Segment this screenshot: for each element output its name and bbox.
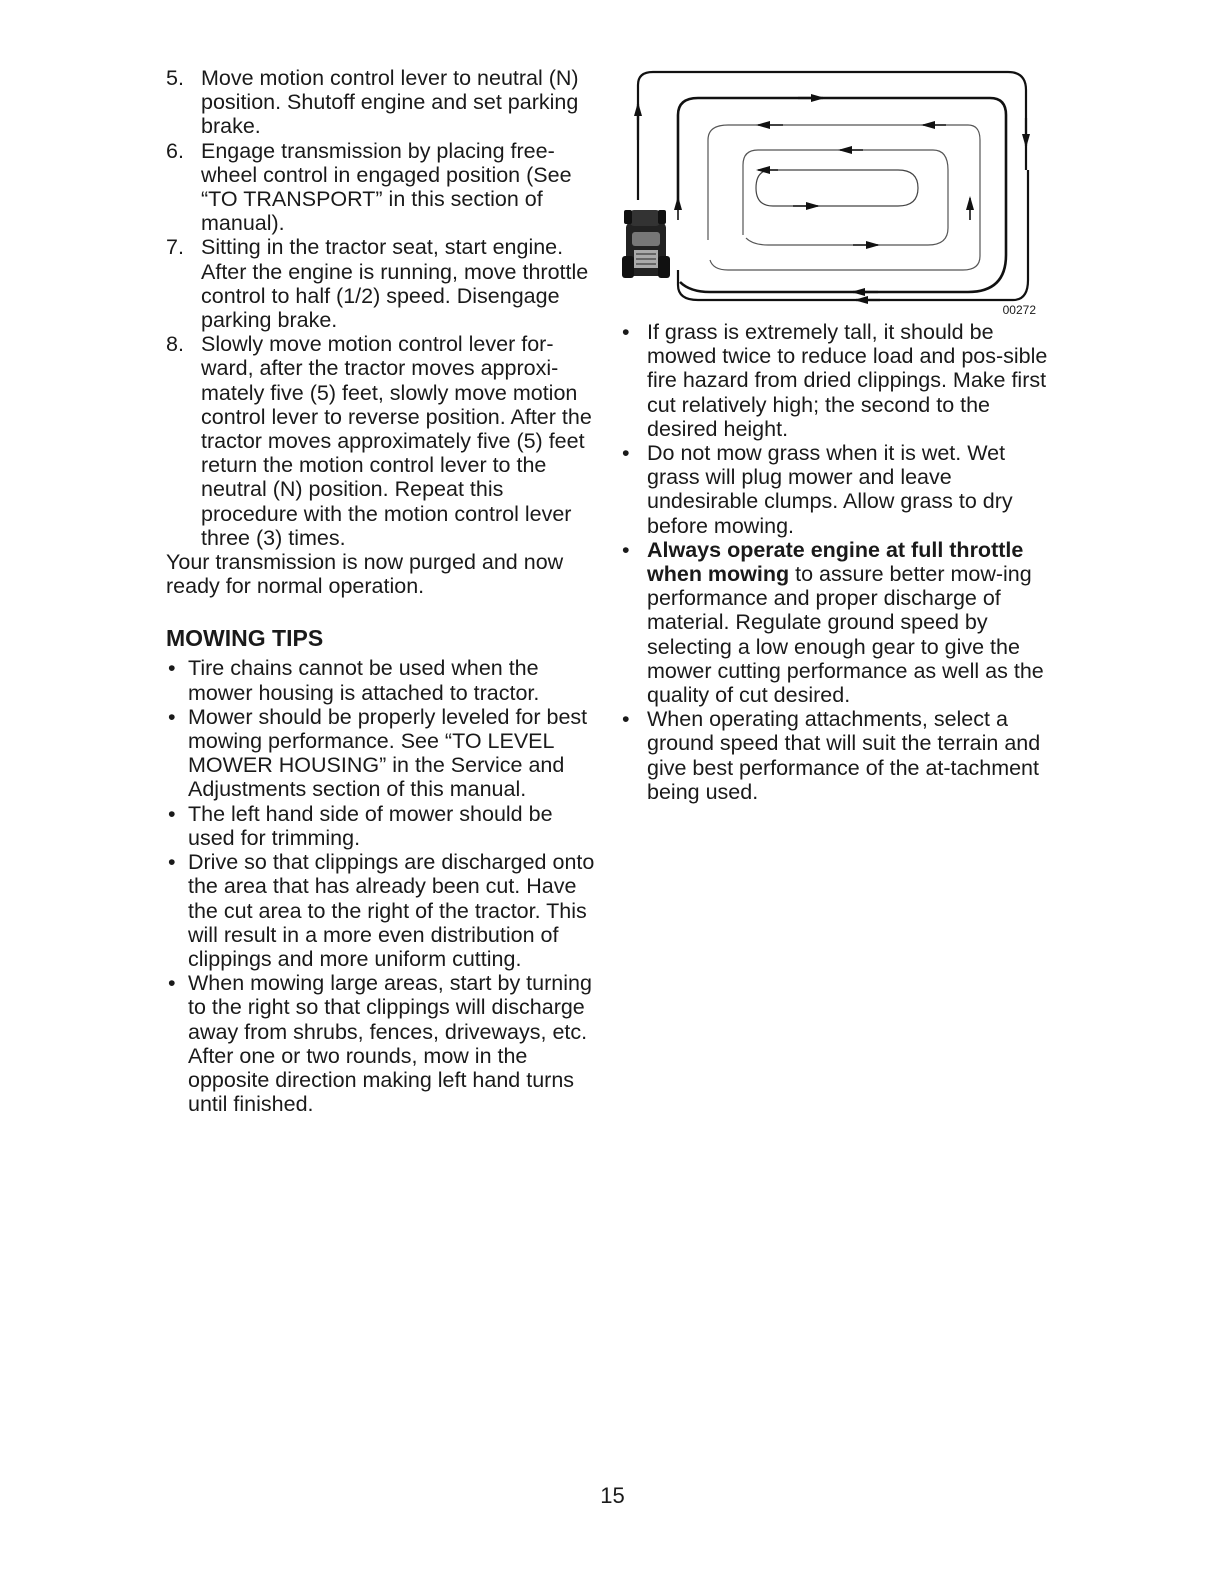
tip-item: • The left hand side of mower should be used for trimming. [166, 802, 598, 850]
mowing-tips-list [166, 656, 598, 1116]
right-column [620, 320, 1055, 804]
step-item [166, 235, 598, 332]
tip-item: • When mowing large areas, start by turning to the right so that clippings will discharge away from shrubs, fences, driveways, etc. After one or two rounds, mow in the opposite direction making left hand turns until finished. [166, 971, 598, 1116]
tractor-icon [622, 210, 670, 278]
tip-item: • Tire chains cannot be used when the mower housing is attached to tractor. [166, 656, 598, 704]
step-item [166, 332, 598, 550]
tip-item [620, 538, 1055, 707]
tip-item: • Mower should be properly leveled for best mowing performance. See “TO LEVEL MOWER HOUSING” in the Service and Adjustments section of this manual. [166, 705, 598, 802]
tip-item: • Drive so that clippings are discharged onto the area that has already been cut. Have the cut area to the right of the tractor. This will result in a more even distribution of clippings and more uniform cutting. [166, 850, 598, 971]
page-number: 15 [600, 1483, 625, 1508]
tip-text: to assure better mow-ing performance and proper discharge of material. Regulate ground speed by selecting a low enough gear to give the mower cutting performance as well as the quality of cut desired. [647, 562, 1044, 708]
mowing-pattern-diagram [618, 60, 1038, 318]
step-number: 7. [166, 235, 184, 260]
step-text: Move motion control lever to neutral (N) position. Shutoff engine and set parking brake. [201, 66, 579, 139]
step-number: 6. [166, 138, 184, 163]
tip-item [620, 441, 1055, 538]
mowing-path-illustration [618, 60, 1038, 318]
left-column [166, 66, 598, 1116]
step-number: 5. [166, 66, 184, 90]
tip-item [620, 320, 1055, 441]
step-item [166, 66, 598, 139]
step-text: Sitting in the tractor seat, start engine. After the engine is running, move throttle control to half (1/2) speed. Disengage parking brake. [201, 235, 589, 333]
step-text: Slowly move motion control lever for-ward, after the tractor moves approxi-mately five (5) feet, slowly move motion control lever to reverse position. After the tractor moves approximately five (5) feet return the motion control lever to the neutral (N) position. Repeat this procedure with the motion control lever three (3) times. [201, 332, 592, 550]
step-item [166, 139, 598, 236]
purge-conclusion: Your transmission is now purged and now ready for normal operation. [166, 550, 564, 599]
tip-emphasis: Always operate engine at full throttle when mowing [647, 537, 1024, 587]
tip-text: Do not mow grass when it is wet. Wet grass will plug mower and leave undesirable clumps. Allow grass to dry before mowing. [647, 441, 1013, 538]
purge-steps-list [166, 66, 598, 550]
step-text: Engage transmission by placing free-wheel control in engaged position (See “TO TRANSPORT” in this section of manual). [201, 138, 572, 236]
section-heading-mowing-tips: MOWING TIPS [166, 625, 324, 652]
tip-item [620, 707, 1055, 804]
tip-text: If grass is extremely tall, it should be mowed twice to reduce load and pos-sible fire hazard from dried clippings. Make first cut relatively high; the second to the desired height. [647, 320, 1048, 441]
figure-code: 00272 [1002, 303, 1036, 317]
mowing-tips-list-continued [620, 320, 1055, 804]
tip-text: When operating attachments, select a ground speed that will suit the terrain and give best performance of the at-tachment being used. [647, 707, 1041, 804]
step-number: 8. [166, 332, 184, 357]
